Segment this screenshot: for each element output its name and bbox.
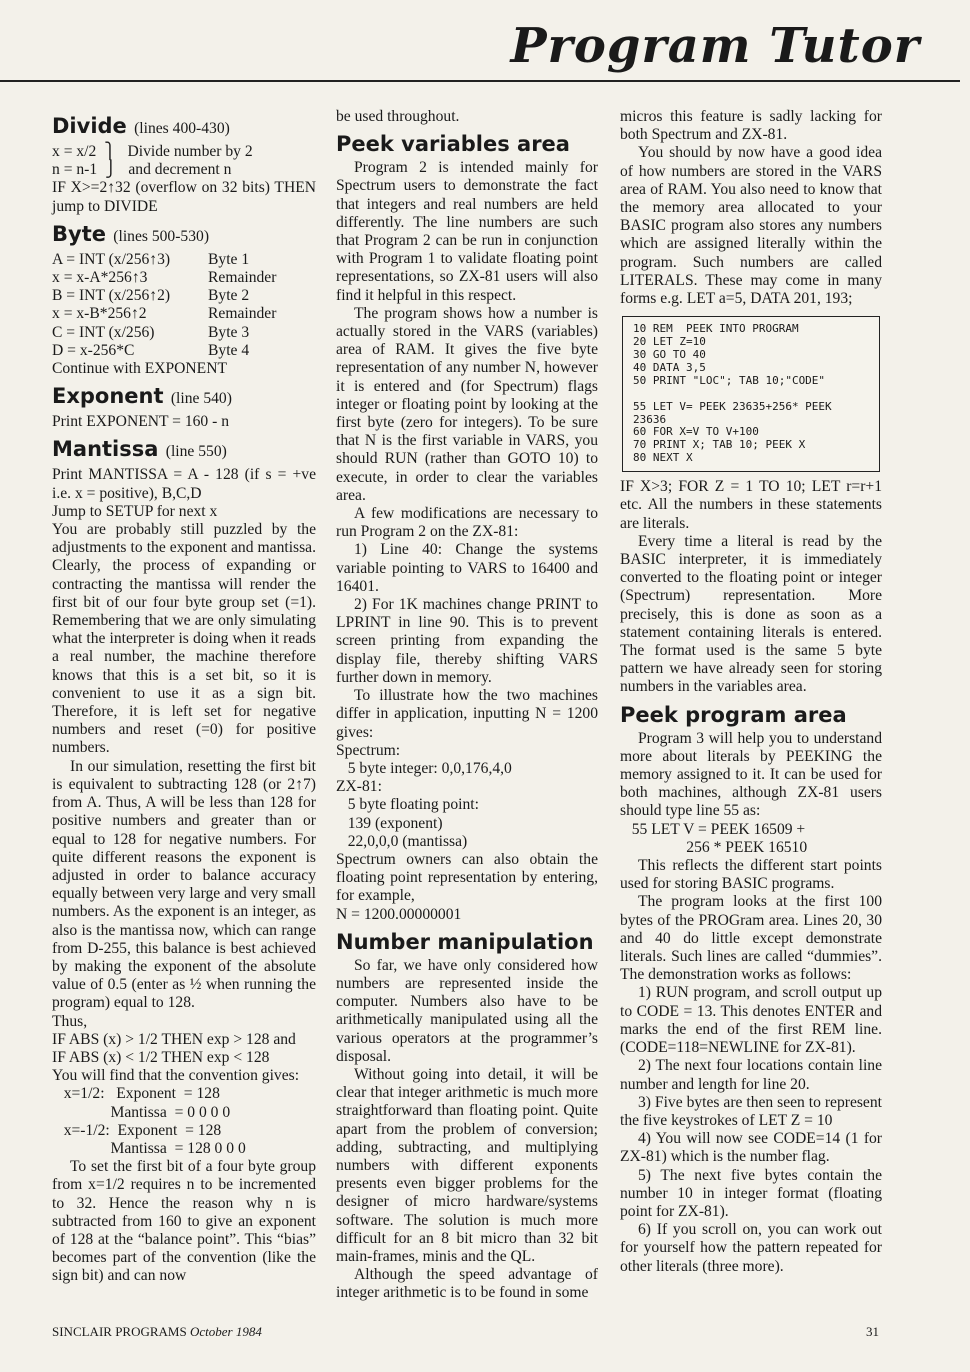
text-line: x=1/2: Exponent = 128 <box>52 1085 220 1103</box>
text-line: n = n-1 ⎭ and decrement n <box>52 161 232 179</box>
heading-title: Peek variables area <box>336 132 570 157</box>
column-2 <box>336 108 598 1303</box>
paragraph: Every time a literal is read by the BASIC interpreter, it is immediately converted to the floating point or integer (Spectrum) representation. More precisely, this is done as soon as a statement containing literals is entered. The format used is the same 5 byte pattern we have already seen for storing numbers in the variables area. <box>620 532 882 696</box>
paragraph: You are probably still puzzled by the adjustments to the exponent and mantissa. Clearly, the process of expanding or contracting the mantissa will render the first bit of our four byte group set (=1). Remembering that we are only simulating what the interpreter is doing when it reads a real number, the machine therefore knows that this is a set bit, so it is convenient to use it as a sign bit. Therefore, it is left set for negative numbers and reset (=0) for positive numbers. <box>52 521 316 757</box>
text-line: 22,0,0,0 (mantissa) <box>336 832 468 850</box>
heading-title: Byte <box>52 221 106 246</box>
formula-row <box>52 324 316 342</box>
formula: D = x-256*C <box>52 341 135 359</box>
heading-title: Divide <box>52 114 127 138</box>
column-1 <box>52 108 316 1286</box>
column-3-bottom <box>620 478 882 1276</box>
text-line: You will find that the convention gives: <box>52 1067 300 1085</box>
formula-note: Byte 2 <box>208 287 250 305</box>
paragraph: 2) For 1K machines change PRINT to LPRINT in line 90. This is to prevent screen printing from expanding the display file, thereby shifting VARS further down in memory. <box>336 596 598 686</box>
formula-row <box>52 251 316 269</box>
text-line: Print EXPONENT = 160 - n <box>52 413 230 431</box>
paragraph: 2) The next four locations contain line number and length for line 20. <box>620 1057 882 1093</box>
text-line: IF ABS (x) > 1/2 THEN exp > 128 and <box>52 1030 296 1048</box>
program-listing: 10 REM PEEK INTO PROGRAM 20 LET Z=10 30 GO TO 40 40 DATA 3,5 50 PRINT "LOC"; TAB 10;"CODE" 55 LET V= PEEK 23635+256* PEEK 23636 60 FOR X=V TO V+100 70 PRINT X; TAB 10; PEEK X 80 NEXT X <box>622 316 880 472</box>
text-line: Thus, <box>52 1012 88 1030</box>
heading-subtitle: (line 540) <box>170 390 232 408</box>
publication-name: SINCLAIR PROGRAMS <box>52 1324 187 1339</box>
column-3-top <box>620 108 882 308</box>
section-heading <box>336 132 598 157</box>
paragraph: The program shows how a number is actually stored in the VARS (variables) area of RAM. It gives the five byte representation of any number N, however it is entered and (for Spectrum) flags integer or floating point by looking at the first byte (zero for integers). To be sure that N is the first variable in VARS, you should RUN (rather than GOTO 10) to execute, in order to clear the variables area. <box>336 304 598 504</box>
paragraph: IF X>3; FOR Z = 1 TO 10; LET r=r+1 etc. All the numbers in these statements are literals. <box>620 478 882 532</box>
formula-note: Byte 3 <box>208 323 250 341</box>
section-title: Program Tutor <box>500 18 930 74</box>
text-line: N = 1200.00000001 <box>336 905 462 923</box>
formula: B = INT (x/256↑2) <box>52 287 171 305</box>
paragraph: 3) Five bytes are then seen to represent the five keystrokes of LET Z = 10 <box>620 1093 882 1129</box>
text-line: ZX-81: <box>336 778 382 796</box>
text-line: IF ABS (x) < 1/2 THEN exp < 128 <box>52 1048 270 1066</box>
section-heading <box>52 222 316 249</box>
section-heading <box>52 114 316 141</box>
formula: x = x-A*256↑3 <box>52 269 148 287</box>
section-heading <box>620 703 882 728</box>
text-line: x=-1/2: Exponent = 128 <box>52 1121 222 1139</box>
text-line: Spectrum: <box>336 741 401 759</box>
section-heading <box>52 437 316 464</box>
text-line: Continue with EXPONENT <box>52 360 227 378</box>
section-heading <box>336 930 598 955</box>
paragraph: 4) You will now see CODE=14 (1 for ZX-81) which is the number flag. <box>620 1130 882 1166</box>
footer-publication <box>52 1324 262 1340</box>
paragraph: 1) RUN program, and scroll output up to CODE = 13. This denotes ENTER and marks the end of the first REM line. (CODE=118=NEWLINE for ZX-81). <box>620 984 882 1057</box>
paragraph: Print MANTISSA = A - 128 (if s = +ve i.e. x = positive), B,C,D <box>52 466 316 502</box>
text-line: Mantissa = 0 0 0 0 <box>52 1103 231 1121</box>
heading-title: Exponent <box>52 384 164 409</box>
text-line: 139 (exponent) <box>336 814 443 832</box>
paragraph: This reflects the different start points used for storing BASIC programs. <box>620 857 882 893</box>
formula-note: Remainder <box>208 269 277 287</box>
text-line: 5 byte integer: 0,0,176,4,0 <box>336 759 512 777</box>
column-3 <box>620 108 882 1276</box>
paragraph: To set the first bit of a four byte group from x=1/2 requires n to be incremented to 32. Hence the reason why n is subtracted from 160 to give an exponent of 128 at the “balance point”. This “bias” becomes part of the convention (like the sign bit) and can now <box>52 1158 316 1285</box>
section-heading <box>52 384 316 411</box>
text-line: 256 * PEEK 16510 <box>620 838 808 856</box>
issue-date: October 1984 <box>189 1324 262 1339</box>
paragraph: 5) The next five bytes contain the number 10 in integer format (floating point for ZX-81). <box>620 1166 882 1220</box>
heading-title: Mantissa <box>52 437 159 462</box>
paragraph: In our simulation, resetting the first bit is equivalent to subtracting 128 (or 2↑7) from A. Thus, A will be less than 128 for positive numbers and greater than or equal to 128 for negative numbers. For quite different reasons the exponent is adjusted in order to balance accuracy equally between very large and very small numbers. As the exponent is an integer, as also is the mantissa now, which can range from D-255, this balance is best achieved by making the exponent of the absolute value of 0.5 (enter as ½ when running the program) equal to 128. <box>52 757 316 1012</box>
heading-subtitle: (line 550) <box>165 443 227 461</box>
text-line: 55 LET V = PEEK 16509 + <box>620 820 806 838</box>
text-line: Jump to SETUP for next x <box>52 502 218 520</box>
paragraph: Program 2 is intended mainly for Spectrum users to demonstrate the fact that integers and real numbers are held differently. The line numbers are such that Program 2 can be run in conjunction with Program 1 to validate floating point representations, so ZX-81 users will also find it helpful in this respect. <box>336 159 598 304</box>
paragraph: Without going into detail, it will be clear that integer arithmetic is much more straightforward than floating point. Quite apart from the problem of conversion; adding, subtracting, and multiplying numbers with different exponents presents even bigger problems for the designer of micro hardware/systems software. The solution is much more difficult for an 8 bit micro than 32 bit main-frames, minis and the QL. <box>336 1065 598 1265</box>
heading-subtitle: (lines 500-530) <box>113 227 210 245</box>
paragraph: 6) If you scroll on, you can work out for yourself how the pattern repeated for other literals (three more). <box>620 1221 882 1275</box>
paragraph: A few modifications are necessary to run Program 2 on the ZX-81: <box>336 505 598 541</box>
paragraph: IF X>=2↑32 (overflow on 32 bits) THEN jump to DIVIDE <box>52 179 316 215</box>
formula: C = INT (x/256) <box>52 323 155 341</box>
formula-row <box>52 342 316 360</box>
heading-subtitle: (lines 400-430) <box>134 120 230 137</box>
header-rule <box>0 80 960 82</box>
text-line: 5 byte floating point: <box>336 796 479 814</box>
formula-row <box>52 305 316 323</box>
paragraph: 1) Line 40: Change the systems variable pointing to VARS to 16400 and 16401. <box>336 541 598 595</box>
paragraph: To illustrate how the two machines differ in application, inputting N = 1200 gives: <box>336 687 598 741</box>
paragraph: The program looks at the first 100 bytes of the PROGram area. Lines 20, 30 and 40 do little except demonstrate literals. Such lines are called “dummies”. The demonstration works as follows: <box>620 893 882 984</box>
text-line: Mantissa = 128 0 0 0 <box>52 1139 246 1157</box>
paragraph: Spectrum owners can also obtain the floating point representation by entering, for example, <box>336 850 598 905</box>
paragraph: So far, we have only considered how numbers are represented inside the computer. Numbers also have to be arithmetically manipulated using all the various operators at the programmer’s disposal. <box>336 956 598 1065</box>
formula-note: Remainder <box>208 305 277 323</box>
formula-row <box>52 269 316 287</box>
text-line: x = x/2 ⎫ Divide number by 2 <box>52 143 253 160</box>
formula-note: Byte 4 <box>208 341 250 359</box>
formula: x = x-B*256↑2 <box>52 305 147 323</box>
paragraph: be used throughout. <box>336 108 460 125</box>
heading-title: Peek program area <box>620 702 847 727</box>
page-number: 31 <box>866 1324 879 1339</box>
formula-note: Byte 1 <box>208 250 250 268</box>
formula-row <box>52 287 316 305</box>
paragraph: Although the speed advantage of integer arithmetic is to be found in some <box>336 1266 598 1302</box>
formula: A = INT (x/256↑3) <box>52 250 171 268</box>
paragraph: Program 3 will help you to understand more about literals by PEEKING the memory assigned to it. It can be used for both machines, although ZX-81 users should type line 55 as: <box>620 729 882 820</box>
heading-title: Number manipulation <box>336 929 594 954</box>
paragraph: You should by now have a good idea of how numbers are stored in the VARS area of RAM. You also need to know that the memory area allocated to your BASIC program also stores any numbers which are assigned literally within the program. Such numbers are called LITERALS. These may come in many forms e.g. LET a=5, DATA 201, 193; <box>620 144 882 308</box>
paragraph: micros this feature is sadly lacking for both Spectrum and ZX-81. <box>620 108 882 144</box>
